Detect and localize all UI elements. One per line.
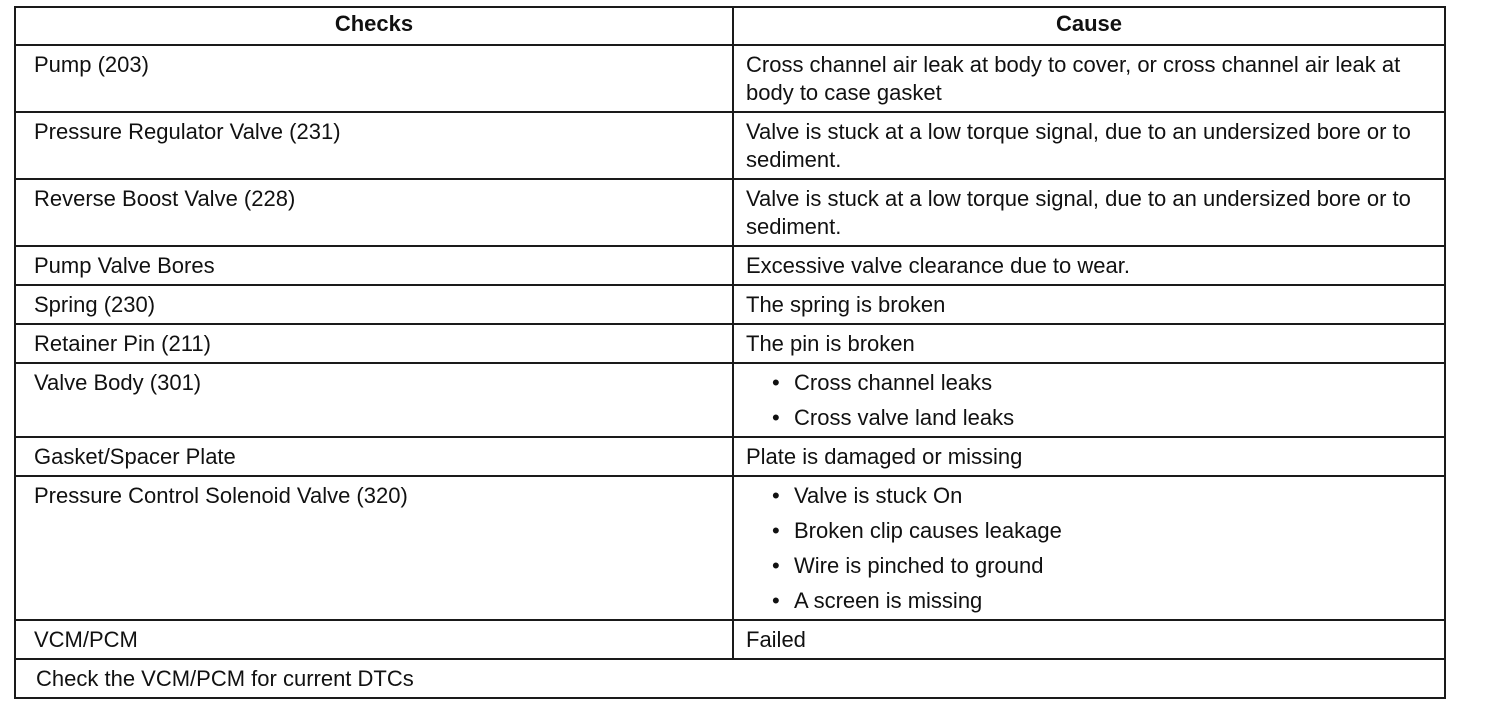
cause-cell: The pin is broken (733, 324, 1445, 363)
cause-bullet-text: Wire is pinched to ground (794, 553, 1044, 578)
table-row (15, 476, 1445, 620)
check-cell: Reverse Boost Valve (228) (15, 179, 733, 246)
cause-cell: Failed (733, 620, 1445, 659)
check-cell: Gasket/Spacer Plate (15, 437, 733, 476)
diagnostic-table (14, 6, 1446, 699)
table-body (15, 45, 1445, 698)
cause-cell: Valve is stuck at a low torque signal, due to an undersized bore or to sediment. (733, 112, 1445, 179)
cause-bullet-item (772, 369, 1434, 397)
table-row (15, 285, 1445, 324)
cause-bullet-item (772, 517, 1434, 545)
cause-bullet-list (746, 369, 1434, 432)
check-cell: Pump Valve Bores (15, 246, 733, 285)
table-row (15, 246, 1445, 285)
table-row (15, 620, 1445, 659)
table-row (15, 363, 1445, 437)
bullet-icon: • (772, 518, 780, 543)
bullet-icon: • (772, 483, 780, 508)
cause-bullet-text: Broken clip causes leakage (794, 518, 1062, 543)
cause-cell (733, 363, 1445, 437)
cause-bullet-item (772, 552, 1434, 580)
bullet-icon: • (772, 370, 780, 395)
cause-bullet-item (772, 482, 1434, 510)
check-cell: Valve Body (301) (15, 363, 733, 437)
cause-cell: The spring is broken (733, 285, 1445, 324)
cause-bullet-text: A screen is missing (794, 588, 983, 613)
bullet-icon: • (772, 588, 780, 613)
header-checks: Checks (15, 7, 733, 45)
cause-cell: Cross channel air leak at body to cover, or cross channel air leak at body to case gasket (733, 45, 1445, 112)
cause-cell: Plate is damaged or missing (733, 437, 1445, 476)
cause-cell (733, 476, 1445, 620)
header-cause: Cause (733, 7, 1445, 45)
cause-bullet-list (746, 482, 1434, 615)
table-row (15, 112, 1445, 179)
check-cell: VCM/PCM (15, 620, 733, 659)
footer-row (15, 659, 1445, 698)
check-cell: Retainer Pin (211) (15, 324, 733, 363)
table-row (15, 179, 1445, 246)
cause-bullet-text: Cross channel leaks (794, 370, 993, 395)
bullet-icon: • (772, 553, 780, 578)
table-row (15, 437, 1445, 476)
cause-bullet-text: Valve is stuck On (794, 483, 963, 508)
check-cell: Spring (230) (15, 285, 733, 324)
cause-cell: Valve is stuck at a low torque signal, due to an undersized bore or to sediment. (733, 179, 1445, 246)
table-row (15, 45, 1445, 112)
cause-bullet-item (772, 404, 1434, 432)
bullet-icon: • (772, 405, 780, 430)
cause-bullet-text: Cross valve land leaks (794, 405, 1015, 430)
cause-cell: Excessive valve clearance due to wear. (733, 246, 1445, 285)
header-row (15, 7, 1445, 45)
table-row (15, 324, 1445, 363)
check-cell: Pressure Regulator Valve (231) (15, 112, 733, 179)
check-cell: Pressure Control Solenoid Valve (320) (15, 476, 733, 620)
cause-bullet-item (772, 587, 1434, 615)
footer-note: Check the VCM/PCM for current DTCs (15, 659, 1445, 698)
check-cell: Pump (203) (15, 45, 733, 112)
